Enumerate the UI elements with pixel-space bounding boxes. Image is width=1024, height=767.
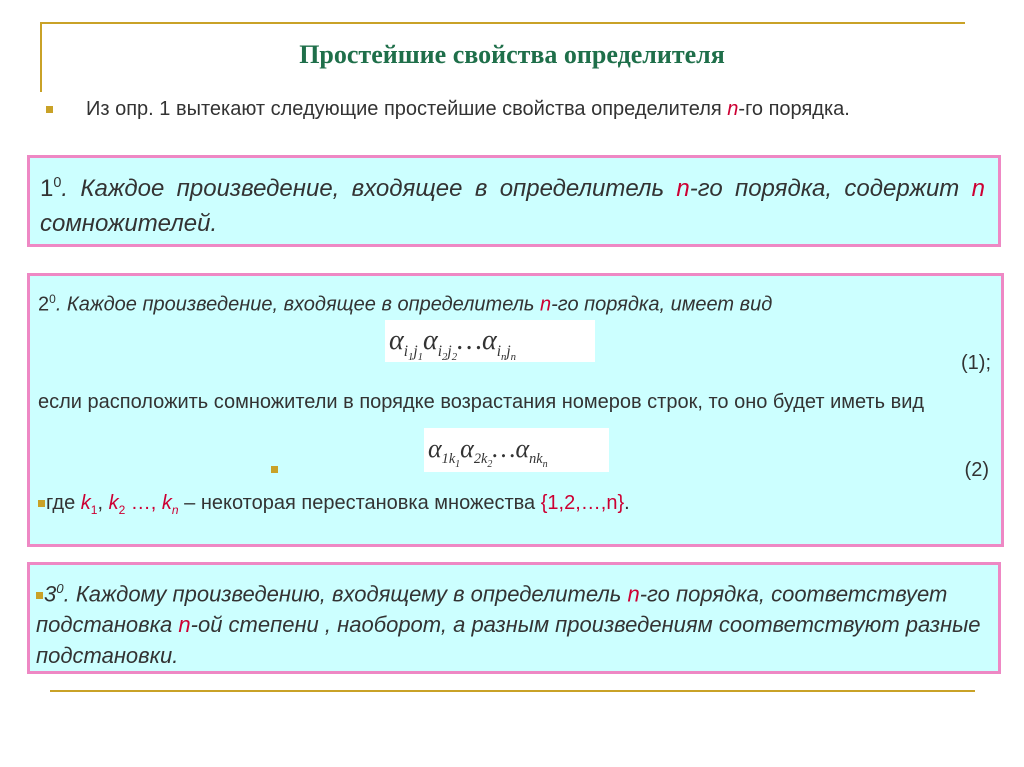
equation-1-label: (1); <box>961 352 991 374</box>
property-2-continuation: если расположить сомножители в порядке возрастания номеров строк, то оно будет иметь вид <box>38 391 925 413</box>
equation-2-label: (2) <box>964 459 989 481</box>
property-3-box <box>27 562 1001 674</box>
formula-2: $\alpha_{1k_1}\alpha_{2k_2}\dots\alpha_{nk_n}$ <box>424 428 609 472</box>
intro-paragraph: Из опр. 1 вытекают следующие простейшие свойства определителя n-го порядка. <box>86 98 976 120</box>
frame-bottom-line <box>50 690 975 692</box>
property-2-text: $2^0$. Каждое произведение, входящее в определитель n-го порядка, имеет вид <box>38 292 773 316</box>
bullet-square-icon <box>38 500 45 507</box>
property-2-where-text: где $k_1$, $k_2$ …, $k_n$ – некоторая перестановка множества {1,2,…,n}. <box>38 490 993 523</box>
bullet-square-icon <box>271 466 278 473</box>
bullet-square-icon <box>36 592 43 599</box>
property-1-text: $1^0$. Каждое произведение, входящее в определитель n-го порядка, содержит n сомножителей. <box>40 175 985 237</box>
property-2-box <box>27 273 1004 547</box>
bullet-square-icon <box>46 106 53 113</box>
frame-top-line <box>40 22 965 24</box>
property-1-box <box>27 155 1001 247</box>
property-3-text: $3^0$. Каждому произведению, входящему в определитель n-го порядка, соответствует подстановка n-ой степени , наоборот, а разным произведениям соответствуют разные подстановки. <box>36 581 981 669</box>
formula-1: $\alpha_{i_1j_1}\alpha_{i_2j_2}\dots\alpha_{i_nj_n}$ <box>385 320 595 362</box>
slide-title: Простейшие свойства определителя <box>299 40 725 69</box>
